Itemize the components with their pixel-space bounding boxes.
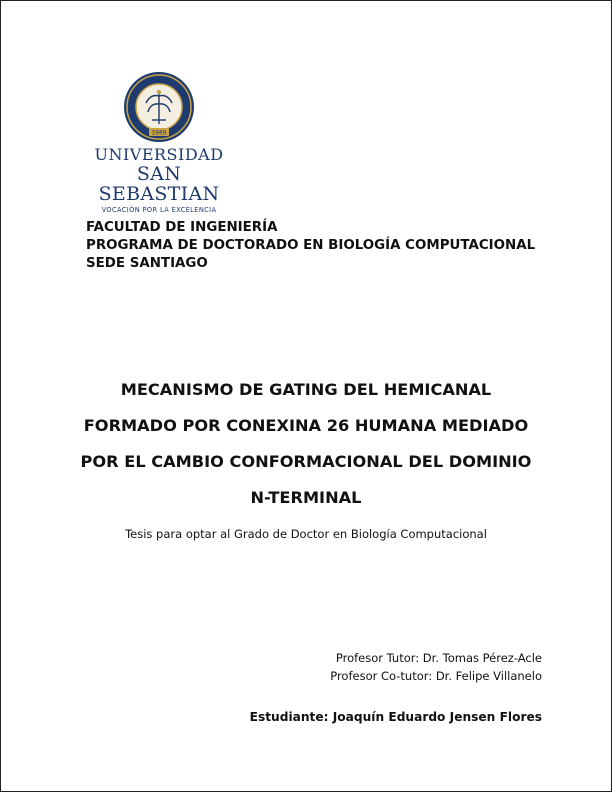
thesis-title-line: POR EL CAMBIO CONFORMACIONAL DEL DOMINIO: [80, 452, 532, 471]
seal-year: 1989: [151, 129, 167, 137]
university-logo: [84, 70, 234, 214]
faculty-block: [86, 219, 535, 273]
faculty-name: FACULTAD DE INGENIERÍA: [86, 220, 278, 235]
university-name-line2: SAN SEBASTIAN: [98, 163, 220, 205]
thesis-title: [40, 372, 572, 516]
campus-name: SEDE SANTIAGO: [86, 256, 208, 271]
thesis-title-line: MECANISMO DE GATING DEL HEMICANAL: [120, 380, 492, 399]
thesis-title-line: N-TERMINAL: [250, 488, 362, 507]
student-line: Estudiante: Joaquín Eduardo Jensen Flores: [249, 710, 542, 724]
thesis-title-line: FORMADO POR CONEXINA 26 HUMANA MEDIADO: [83, 416, 529, 435]
thesis-subtitle: Tesis para optar al Grado de Doctor en Biología Computacional: [125, 527, 487, 541]
cotutor-line: Profesor Co-tutor: Dr. Felipe Villanelo: [330, 669, 542, 683]
university-motto: VOCACIÓN POR LA EXCELENCIA: [101, 206, 217, 214]
university-seal-icon: [122, 70, 196, 144]
university-name-line1: UNIVERSIDAD: [94, 145, 224, 164]
tutor-line: Profesor Tutor: Dr. Tomas Pérez-Acle: [335, 651, 542, 665]
advisors-block: [330, 649, 542, 685]
program-name: PROGRAMA DE DOCTORADO EN BIOLOGÍA COMPUTACIONAL: [86, 238, 536, 253]
